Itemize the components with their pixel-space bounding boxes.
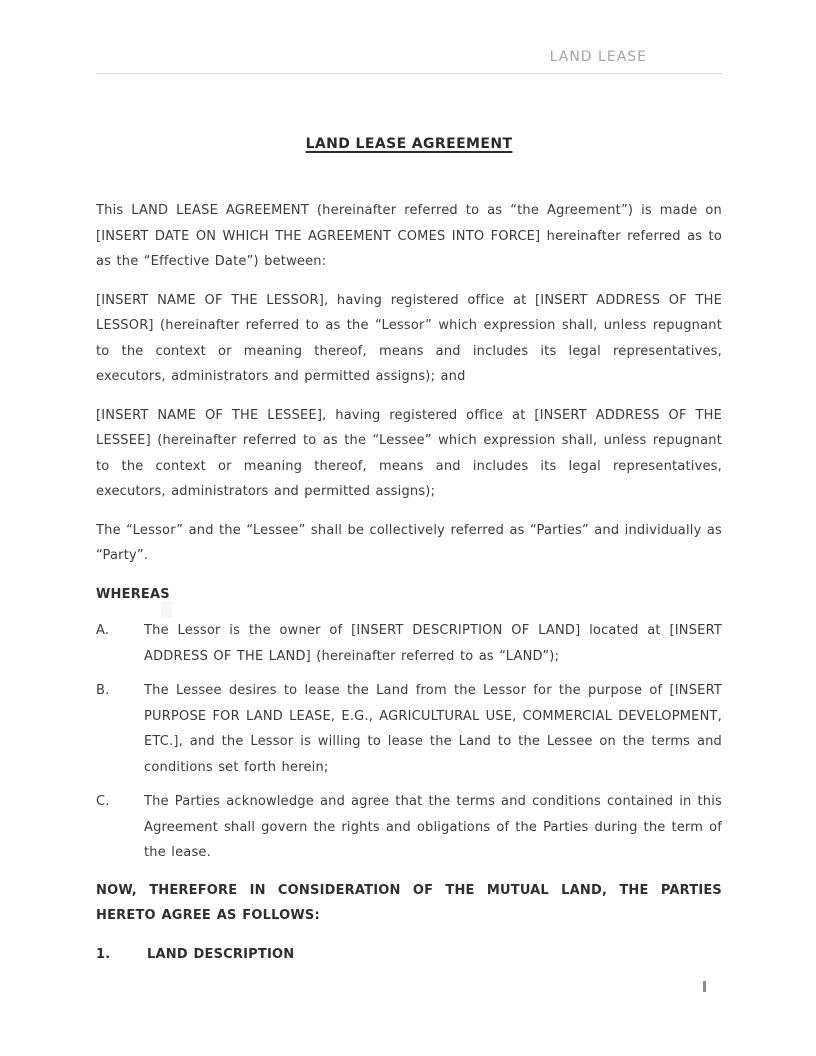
parties-paragraph: The “Lessor” and the “Lessee” shall be collectively referred as “Parties” and individually as “Party”.: [96, 522, 722, 563]
intro-paragraph: This LAND LEASE AGREEMENT (hereinafter referred to as “the Agreement”) is made on [INSERT DATE ON WHICH THE AGREEMENT COMES INTO FORCE] hereinafter referred as to as the “Effective Date”) between:: [96, 203, 722, 269]
section-heading-1: [96, 942, 722, 968]
recital-item-a: [96, 618, 722, 669]
document-title-text: LAND LEASE AGREEMENT: [305, 136, 513, 152]
recital-marker: C.: [96, 794, 110, 809]
section-title: LAND DESCRIPTION: [147, 946, 295, 962]
recital-marker: A.: [96, 623, 110, 638]
faint-cursor-artifact: [161, 601, 172, 618]
recital-marker: B.: [96, 683, 110, 698]
header-title: LAND LEASE: [549, 49, 647, 65]
recital-text: The Parties acknowledge and agree that the terms and conditions contained in this Agreement shall govern the rights and obligations of the Parties during the term of the lease.: [144, 794, 722, 860]
document-title: [96, 134, 722, 154]
lessee-paragraph: [INSERT NAME OF THE LESSEE], having registered office at [INSERT ADDRESS OF THE LESSEE] (hereinafter referred to as the “Lessee” which expression shall, unless repugnant to the context or meaning thereof, means and includes its legal representatives, executors, administrators and permitted assigns);: [96, 407, 722, 499]
lessor-paragraph: [INSERT NAME OF THE LESSOR], having registered office at [INSERT ADDRESS OF THE LESSOR] (hereinafter referred to as the “Lessor” which expression shall, unless repugnant to the context or meaning thereof, means and includes its legal representatives, executors, administrators and permitted assigns); and: [96, 292, 722, 384]
document-body: [96, 198, 722, 967]
recital-text: The Lessee desires to lease the Land from the Lessor for the purpose of [INSERT PURPOSE FOR LAND LEASE, E.G., AGRICULTURAL USE, COMMERCIAL DEVELOPMENT, ETC.], and the Lessor is willing to lease the Land to the Lessee on the terms and conditions set forth herein;: [144, 683, 722, 775]
now-therefore-clause: NOW, THEREFORE IN CONSIDERATION OF THE MUTUAL LAND, THE PARTIES HERETO AGREE AS FOLLOWS:: [96, 882, 722, 923]
page-header: [96, 46, 722, 74]
recital-text: The Lessor is the owner of [INSERT DESCRIPTION OF LAND] located at [INSERT ADDRESS OF THE LAND] (hereinafter referred to as “LAND”);: [144, 623, 722, 664]
recital-item-b: [96, 678, 722, 780]
page-number-mark: [703, 981, 706, 992]
section-number: 1.: [96, 946, 111, 962]
recital-item-c: [96, 789, 722, 866]
whereas-heading: WHEREAS: [96, 586, 170, 602]
